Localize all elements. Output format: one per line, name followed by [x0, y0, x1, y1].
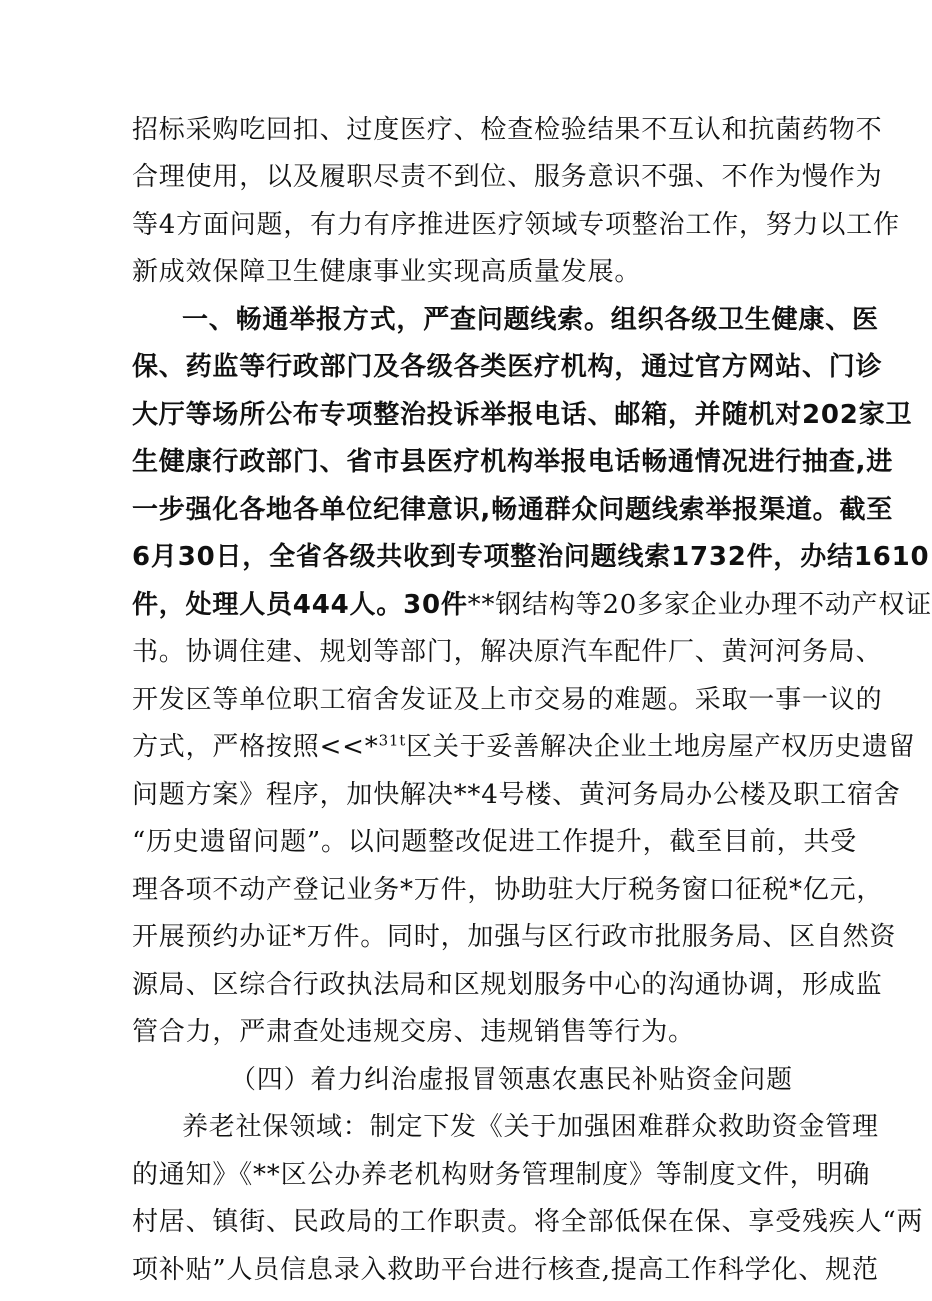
bold-line-6-content: 保、药监等行政部门及各级各类医疗机构，通过官方网站、门诊 [132, 352, 883, 382]
text-line-1-content: 招标采购吃回扣、过度医疗、检查检验结果不互认和抗菌药物不 [132, 115, 883, 145]
text-line-19 [132, 961, 883, 1009]
bold-line-8 [132, 438, 894, 486]
text-line-25 [132, 1246, 879, 1294]
text-line-17-content: 理各项不动产登记业务*万件，协助驻大厅税务窗口征税*亿元， [132, 875, 884, 905]
text-line-19-content: 源局、区综合行政执法局和区规划服务中心的沟通协调，形成监 [132, 970, 883, 1000]
text-line-18-content: 开展预约办证*万件。同时，加强与区行政市批服务局、区自然资 [132, 922, 897, 952]
text-line-22-content: 养老社保领域：制定下发《关于加强困难群众救助资金管理 [182, 1112, 879, 1142]
bold-line-10-content: 6月30日，全省各级共收到专项整治问题线索1732件，办结1610 [132, 542, 930, 572]
text-line-14 [132, 723, 916, 771]
text-line-4-content: 新成效保障卫生健康事业实现高质量发展。 [132, 257, 642, 287]
bold-line-10 [132, 533, 930, 581]
text-line-25-content: 项补贴”人员信息录入救助平台进行核查,提高工作科学化、规范 [132, 1255, 879, 1285]
text-line-16 [132, 818, 857, 866]
text-line-13 [132, 676, 883, 724]
text-line-20-content: 管合力，严肃查处违规交房、违规销售等行为。 [132, 1017, 695, 1047]
text-line-20 [132, 1008, 802, 1056]
text-line-3-content: 等4方面问题，有力有序推进医疗领域专项整治工作，努力以工作 [132, 210, 900, 240]
text-line-22 [182, 1103, 879, 1151]
text-line-14-superscript: 31t [378, 731, 407, 750]
text-line-24 [132, 1198, 924, 1246]
text-line-14-start: 方式，严格按照<<* [132, 732, 379, 762]
text-line-14-end: 区关于妥善解决企业土地房屋产权历史遗留 [406, 732, 916, 762]
text-line-11 [132, 581, 932, 629]
text-line-11-regular: **钢结构等20多家企业办理不动产权证 [467, 590, 932, 620]
text-line-11-bold: 件，处理人员444人。30件 [132, 590, 468, 620]
text-line-23 [132, 1151, 871, 1199]
text-line-15-content: 问题方案》程序，加快解决**4号楼、黄河务局办公楼及职工宿舍 [132, 780, 901, 810]
text-line-16-content: “历史遗留问题”。以问题整改促进工作提升，截至目前，共受 [132, 827, 857, 857]
text-line-12-content: 书。协调住建、规划等部门，解决原汽车配件厂、黄河河务局、 [132, 637, 883, 667]
text-line-4 [132, 248, 802, 296]
bold-line-9 [132, 486, 894, 534]
text-line-24-content: 村居、镇街、民政局的工作职责。将全部低保在保、享受残疾人“两 [132, 1207, 924, 1237]
text-line-2-content: 合理使用，以及履职尽责不到位、服务意识不强、不作为慢作为 [132, 162, 883, 192]
bold-line-7-content: 大厅等场所公布专项整治投诉举报电话、邮箱，并随机对202家卫 [132, 400, 913, 430]
bold-line-7 [132, 391, 913, 439]
subheading-four-content: （四）着力纠治虚报冒领惠农惠民补贴资金问题 [230, 1065, 793, 1095]
subheading-four [230, 1056, 793, 1104]
text-line-1 [132, 106, 883, 154]
text-line-18 [132, 913, 897, 961]
text-line-17 [132, 866, 884, 914]
text-line-2 [132, 153, 883, 201]
bold-line-8-content: 生健康行政部门、省市县医疗机构举报电话畅通情况进行抽查,进 [132, 447, 894, 477]
text-line-23-content: 的通知》《**区公办养老机构财务管理制度》等制度文件，明确 [132, 1160, 871, 1190]
text-line-3 [132, 201, 900, 249]
section-heading-line-1 [182, 296, 879, 344]
text-line-12 [132, 628, 883, 676]
bold-line-6 [132, 343, 883, 391]
text-line-15 [132, 771, 901, 819]
text-line-13-content: 开发区等单位职工宿舍发证及上市交易的难题。采取一事一议的 [132, 685, 883, 715]
bold-line-9-content: 一步强化各地各单位纪律意识,畅通群众问题线索举报渠道。截至 [132, 495, 894, 525]
section-heading-line-1-content: 一、畅通举报方式，严查问题线索。组织各级卫生健康、医 [182, 305, 879, 335]
